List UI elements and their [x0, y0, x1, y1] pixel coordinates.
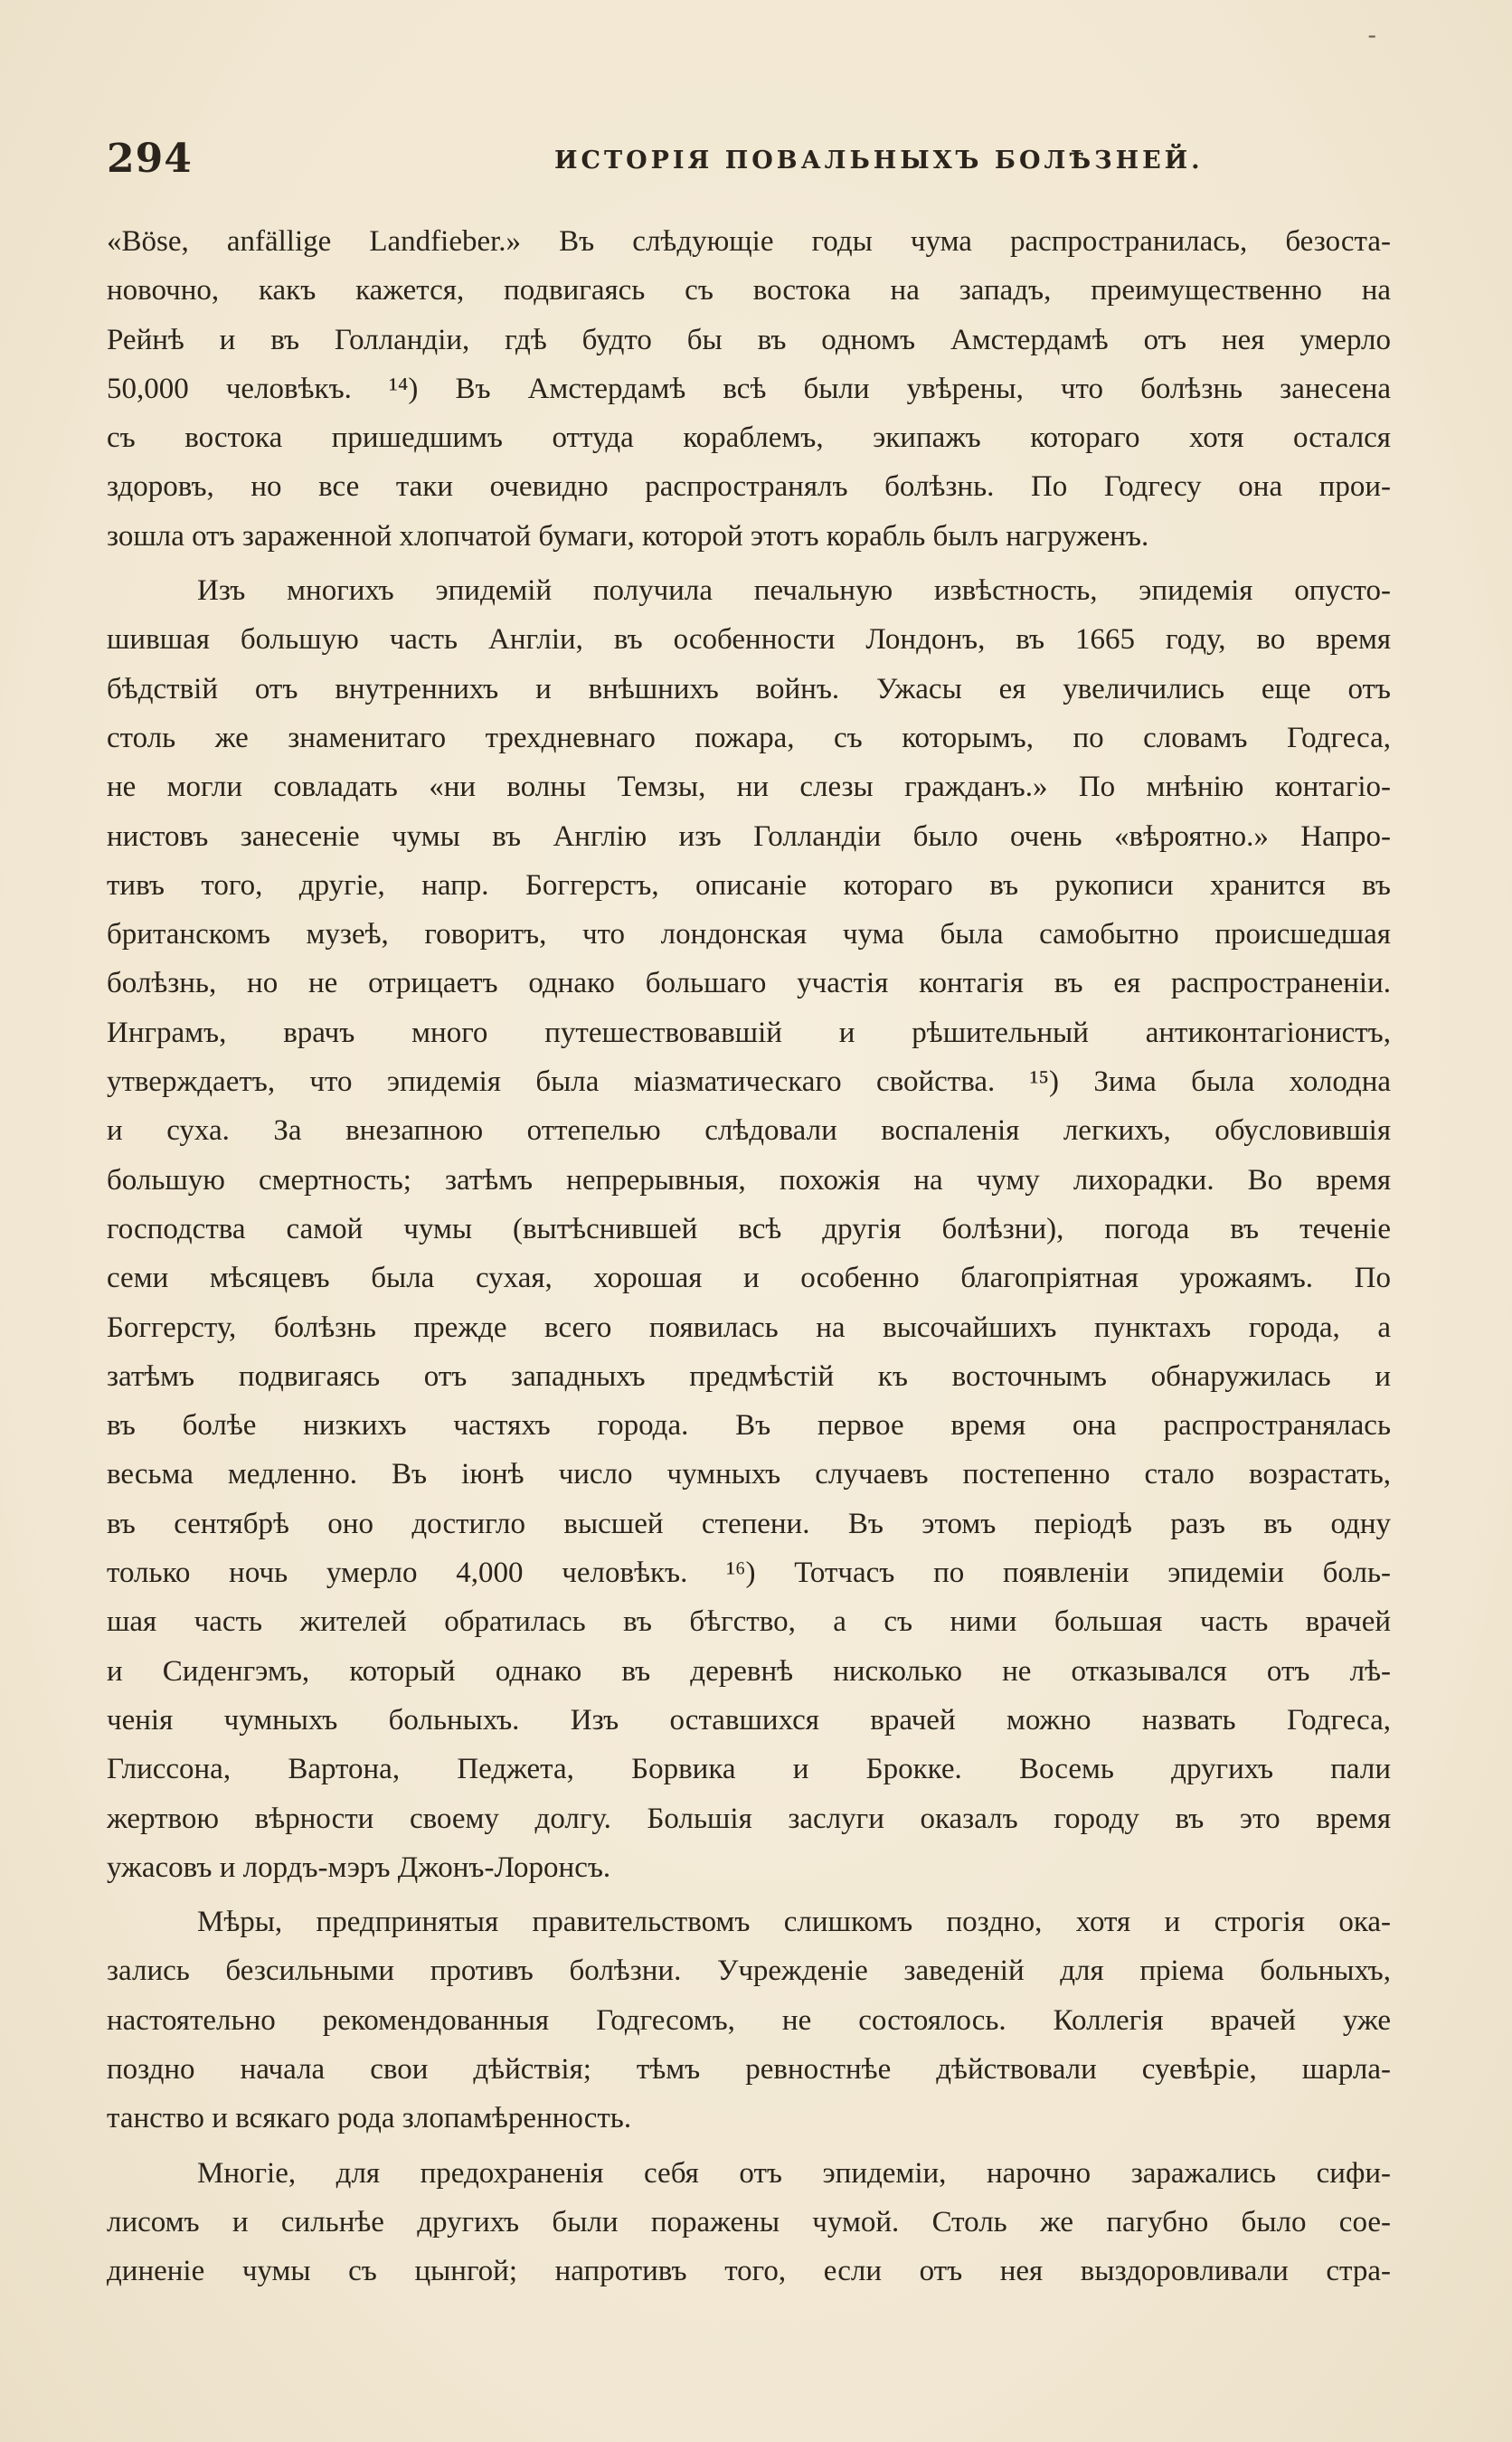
paragraph-2	[107, 566, 1391, 1892]
text-line: столь же знаменитаго трехдневнаго пожара, съ которымъ, по словамъ Годгеса,	[107, 721, 1391, 754]
text-line: 50,000 человѣкъ. ¹⁴) Въ Амстердамѣ всѣ были увѣрены, что болѣзнь занесена	[107, 372, 1391, 405]
text-line: британскомъ музеѣ, говоритъ, что лондонская чума была самобытно происшедшая	[107, 918, 1391, 951]
text-line: Инграмъ, врачъ много путешествовавшій и рѣшительный антиконтагіонистъ,	[107, 1016, 1391, 1049]
text-line: Изъ многихъ эпидемій получила печальную извѣстность, эпидемія опусто-	[197, 574, 1391, 608]
text-line: болѣзнь, но не отрицаетъ однако большаго участія контагія въ ея распространеніи.	[107, 967, 1391, 1000]
text-line: ченія чумныхъ больныхъ. Изъ оставшихся врачей можно назвать Годгеса,	[107, 1703, 1391, 1737]
text-line: и Сиденгэмъ, который однако въ деревнѣ нисколько не отказывался отъ лѣ-	[107, 1654, 1391, 1688]
text-line: бѣдствій отъ внутреннихъ и внѣшнихъ войнъ. Ужасы ея увеличились еще отъ	[107, 672, 1391, 705]
text-line: Рейнѣ и въ Голландіи, гдѣ будто бы въ одномъ Амстердамѣ отъ нея умерло	[107, 323, 1391, 356]
text-line: Мѣры, предпринятыя правительствомъ слишкомъ поздно, хотя и строгія ока-	[197, 1906, 1391, 1939]
text-line: утверждаетъ, что эпидемія была міазматическаго свойства. ¹⁵) Зима была холодна	[107, 1065, 1391, 1099]
text-line: зошла отъ зараженной хлопчатой бумаги, которой этотъ корабль былъ нагруженъ.	[107, 519, 1149, 553]
text-line: Многіе, для предохраненія себя отъ эпидеміи, нарочно заражались сифи-	[197, 2156, 1391, 2190]
text-line: жертвою вѣрности своему долгу. Большія заслуги оказалъ городу въ это время	[107, 1802, 1391, 1835]
text-line: лисомъ и сильнѣе другихъ были поражены чумой. Столь же пагубно было сое-	[107, 2205, 1391, 2238]
page-number: 294	[107, 136, 193, 182]
text-line: настоятельно рекомендованныя Годгесомъ, не состоялось. Коллегія врачей уже	[107, 2003, 1391, 2037]
text-line: и суха. За внезапною оттепелью слѣдовали воспаленія легкихъ, обусловившія	[107, 1114, 1391, 1148]
running-title: ИСТОРІЯ ПОВАЛЬНЫХЪ БОЛѢЗНЕЙ.	[554, 147, 1204, 175]
paragraph-3	[107, 1898, 1391, 2143]
corner-mark: -	[1367, 20, 1376, 50]
text-line: шая часть жителей обратилась въ бѣгство, а съ ними большая часть врачей	[107, 1605, 1391, 1639]
text-line: съ востока пришедшимъ оттуда кораблемъ, экипажъ котораго хотя остался	[107, 421, 1391, 455]
text-line: только ночь умерло 4,000 человѣкъ. ¹⁶) Тотчасъ по появленіи эпидеміи боль-	[107, 1557, 1391, 1590]
page-header	[107, 136, 1400, 190]
text-line: весьма медленно. Въ іюнѣ число чумныхъ случаевъ постепенно стало возрастать,	[107, 1458, 1391, 1491]
text-line: «Böse, anfällige Landfieber.» Въ слѣдующіе годы чума распространилась, безоста-	[107, 225, 1391, 258]
text-line: поздно начала свои дѣйствія; тѣмъ ревностнѣе дѣйствовали суевѣріе, шарла-	[107, 2052, 1391, 2086]
text-line: здоровъ, но все таки очевидно распространялъ болѣзнь. По Годгесу она прои-	[107, 470, 1391, 504]
paragraph-1	[107, 217, 1391, 561]
body-text	[107, 217, 1391, 2301]
text-line: семи мѣсяцевъ была сухая, хорошая и особенно благопріятная урожаямъ. По	[107, 1262, 1391, 1295]
text-line: ужасовъ и лордъ-мэръ Джонъ-Лоронсъ.	[107, 1850, 611, 1884]
text-line: шившая большую часть Англіи, въ особенности Лондонъ, въ 1665 году, во время	[107, 623, 1391, 657]
text-line: не могли совладать «ни волны Темзы, ни слезы гражданъ.» По мнѣнію контагіо-	[107, 771, 1391, 804]
text-line: въ сентябрѣ оно достигло высшей степени. Въ этомъ періодѣ разъ въ одну	[107, 1507, 1391, 1540]
text-line: нистовъ занесеніе чумы въ Англію изъ Голландіи было очень «вѣроятно.» Напро-	[107, 819, 1391, 853]
text-line: зались безсильными противъ болѣзни. Учрежденіе заведеній для пріема больныхъ,	[107, 1955, 1391, 1988]
text-line: танство и всякаго рода злопамѣренность.	[107, 2102, 632, 2135]
paragraph-4	[107, 2149, 1391, 2296]
text-line: Боггерсту, болѣзнь прежде всего появилась на высочайшихъ пунктахъ города, а	[107, 1311, 1391, 1344]
text-line: затѣмъ подвигаясь отъ западныхъ предмѣстій къ восточнымъ обнаружилась и	[107, 1359, 1391, 1393]
text-line: диненіе чумы съ цынгой; напротивъ того, если отъ нея выздоровливали стра-	[107, 2255, 1391, 2288]
text-line: Глиссона, Вартона, Педжета, Борвика и Брокке. Восемь другихъ пали	[107, 1753, 1391, 1786]
text-line: тивъ того, другіе, напр. Боггерстъ, описаніе котораго въ рукописи хранится въ	[107, 868, 1391, 902]
text-line: въ болѣе низкихъ частяхъ города. Въ первое время она распространялась	[107, 1409, 1391, 1443]
text-line: большую смертность; затѣмъ непрерывныя, похожія на чуму лихорадки. Во время	[107, 1163, 1391, 1197]
text-line: новочно, какъ кажется, подвигаясь съ востока на западъ, преимущественно на	[107, 274, 1391, 308]
text-line: господства самой чумы (вытѣснившей всѣ другія болѣзни), погода въ теченіе	[107, 1212, 1391, 1245]
